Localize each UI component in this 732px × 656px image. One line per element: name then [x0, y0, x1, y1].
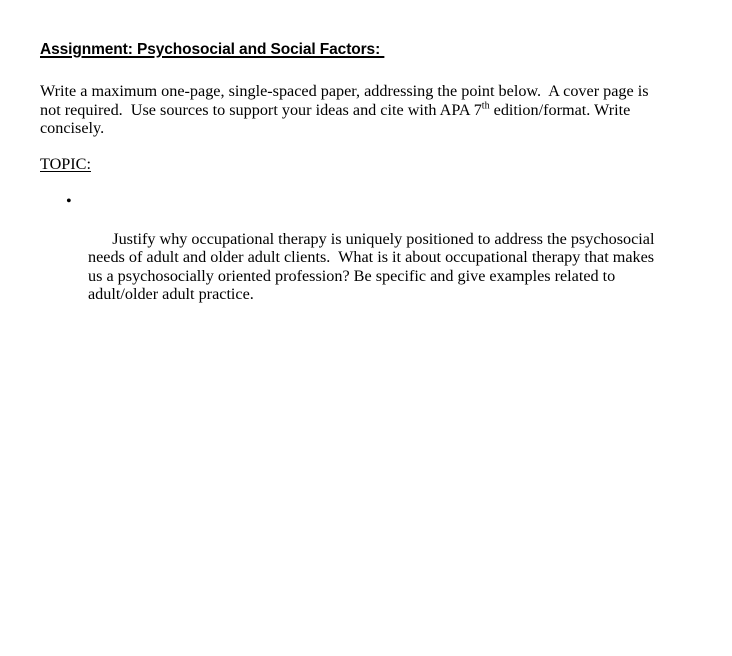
page-title	[40, 40, 658, 60]
topic-heading	[40, 155, 658, 174]
ordinal-superscript: th	[481, 100, 490, 112]
list-item-text: Justify why occupational therapy is uniquely positioned to address the psychosocial needs of adult and older adult clients. What is it about occupational therapy that makes us a psychosocially oriented profession? Be specific and give examples related to adult/older adult practice.	[88, 229, 659, 304]
list-item	[40, 192, 658, 322]
spacer-after-title	[40, 60, 658, 82]
spacer-after-topic	[40, 173, 658, 192]
intro-paragraph-part-1: Write a maximum one-page, single-spaced paper, addressing the point below. A cover page is not required. Use sources to support your ideas and cite with APA 7	[40, 82, 653, 119]
intro-paragraph-part-2: edition/format. Write concisely.	[40, 100, 635, 138]
topic-bullet-list	[40, 192, 658, 322]
bullet-marker-icon: •	[66, 192, 72, 211]
intro-paragraph	[40, 82, 658, 138]
page-title-text: Assignment: Psychosocial and Social Factors:	[40, 41, 385, 58]
topic-heading-text: TOPIC:	[40, 154, 91, 173]
spacer-after-intro	[40, 138, 658, 155]
